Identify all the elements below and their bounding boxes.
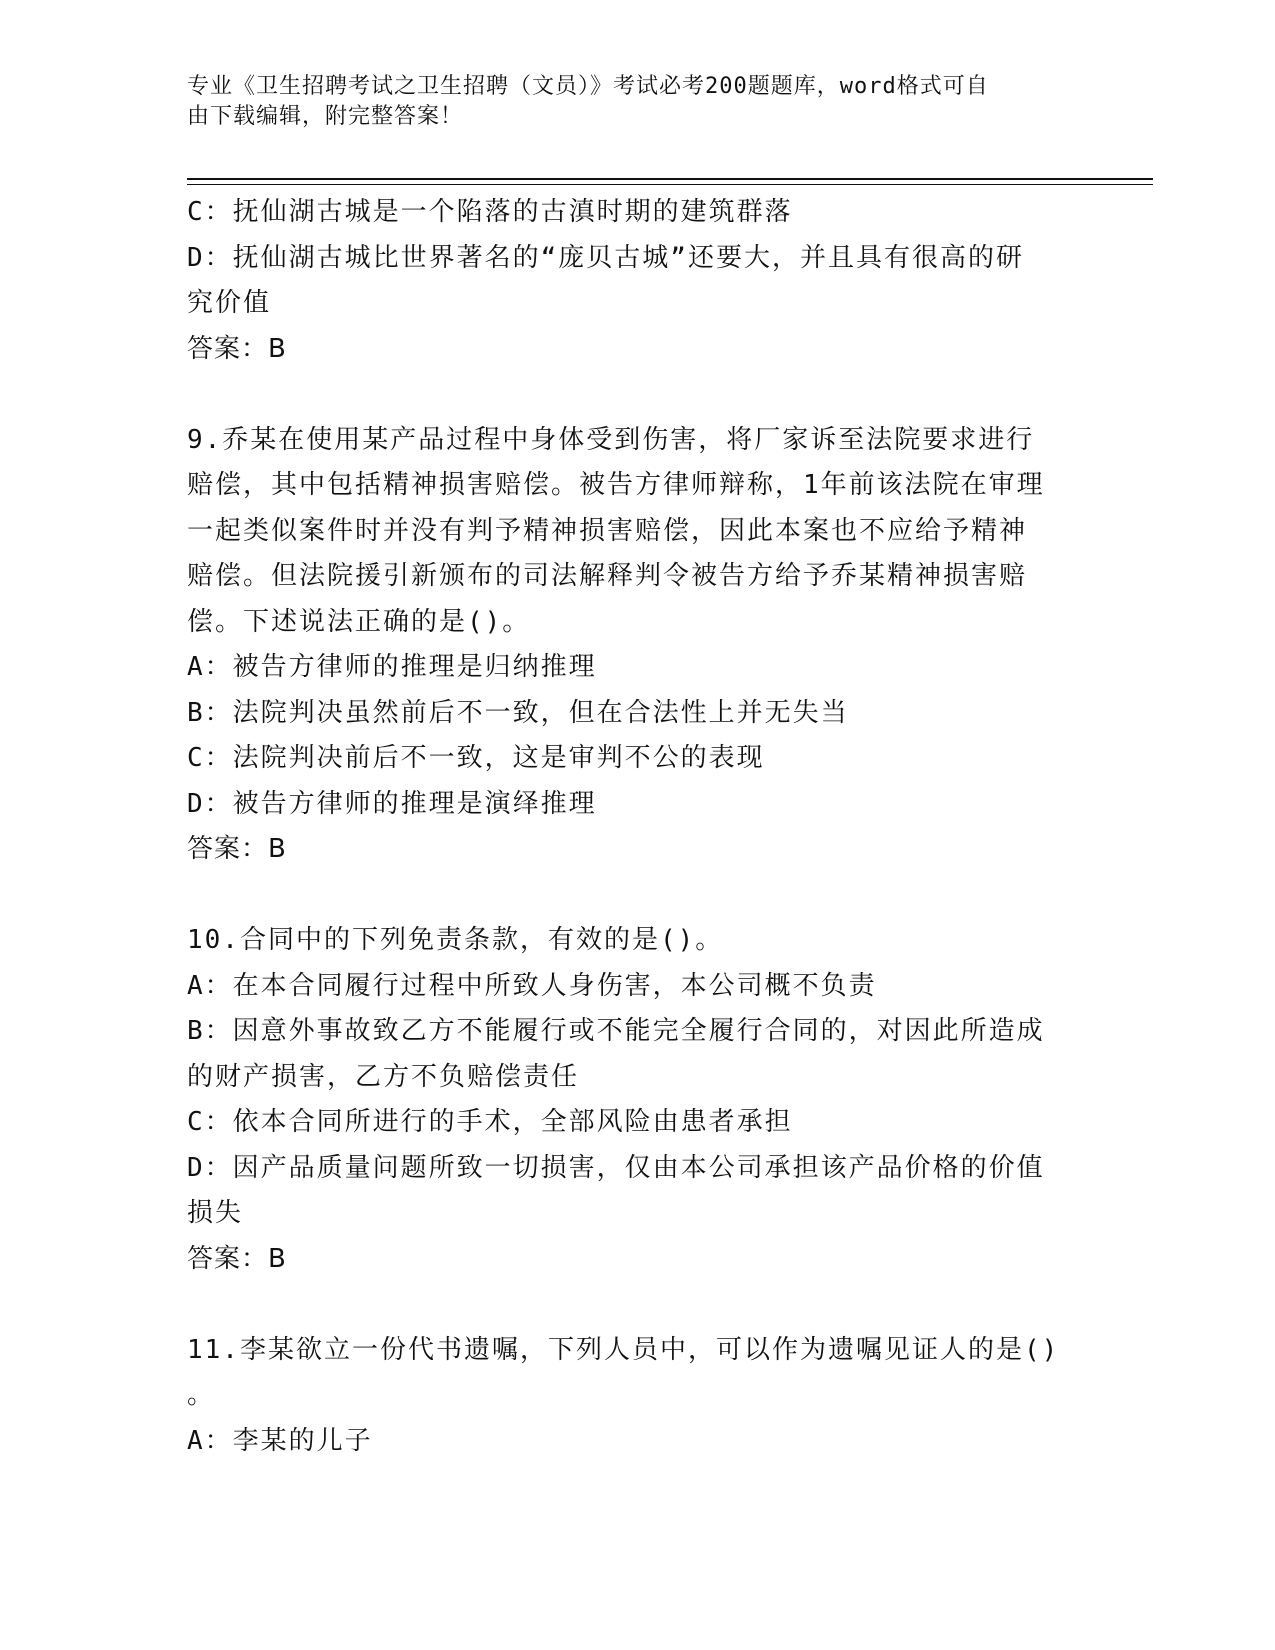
option-c: C：依本合同所进行的手术，全部风险由患者承担 <box>187 1107 793 1137</box>
document-header <box>187 72 1087 132</box>
option-d: D：因产品质量问题所致一切损害，仅由本公司承担该产品价格的价值 <box>187 1152 1045 1183</box>
header-line: 由下载编辑，附完整答案！ <box>187 104 464 129</box>
option-a: A：被告方律师的推理是归纳推理 <box>187 652 597 682</box>
question-stem: 10.合同中的下列免责条款，有效的是()。 <box>187 925 724 955</box>
question-10 <box>187 918 1087 1282</box>
spacer <box>187 873 1087 919</box>
option-b-continued: 的财产损害，乙方不负赔偿责任 <box>187 1061 580 1092</box>
question-8 <box>187 190 1087 372</box>
answer: 答案：B <box>187 333 287 364</box>
question-stem: 偿。下述说法正确的是()。 <box>187 606 531 637</box>
spacer <box>187 372 1087 418</box>
question-stem-continued: 。 <box>187 1380 216 1410</box>
answer: 答案：B <box>187 1243 287 1274</box>
option-c: C：法院判决前后不一致，这是审判不公的表现 <box>187 743 765 773</box>
option-b: B：因意外事故致乙方不能履行或不能完全履行合同的，对因此所造成 <box>187 1016 1045 1046</box>
header-divider-thin <box>187 184 1153 185</box>
option-d: D：被告方律师的推理是演绎推理 <box>187 788 597 819</box>
option-a: A：在本合同履行过程中所致人身伤害，本公司概不负责 <box>187 970 877 1001</box>
option-c: C：抚仙湖古城是一个陷落的古滇时期的建筑群落 <box>187 197 793 227</box>
question-stem: 赔偿。但法院援引新颁布的司法解释判令被告方给予乔某精神损害赔 <box>187 561 1028 591</box>
spacer <box>187 1282 1087 1328</box>
question-stem: 一起类似案件时并没有判予精神损害赔偿，因此本案也不应给予精神 <box>187 515 1028 546</box>
option-a: A：李某的儿子 <box>187 1425 373 1456</box>
header-divider <box>187 178 1153 180</box>
question-stem: 赔偿，其中包括精神损害赔偿。被告方律师辩称，1年前该法院在审理 <box>187 470 1045 500</box>
question-content <box>187 190 1087 1464</box>
option-d-continued: 损失 <box>187 1198 244 1228</box>
answer: 答案：B <box>187 834 287 864</box>
option-b: B：法院判决虽然前后不一致，但在合法性上并无失当 <box>187 697 849 728</box>
question-9 <box>187 418 1087 873</box>
header-line: 专业《卫生招聘考试之卫生招聘（文员）》考试必考200题题库，word格式可自 <box>187 74 989 99</box>
option-d-continued: 究价值 <box>187 288 272 318</box>
question-stem: 9.乔某在使用某产品过程中身体受到伤害，将厂家诉至法院要求进行 <box>187 424 1035 455</box>
question-stem: 11.李某欲立一份代书遗嘱，下列人员中，可以作为遗嘱见证人的是() <box>187 1334 1060 1365</box>
question-11 <box>187 1328 1087 1465</box>
option-d: D：抚仙湖古城比世界著名的“庞贝古城”还要大，并且具有很高的研 <box>187 242 1024 273</box>
